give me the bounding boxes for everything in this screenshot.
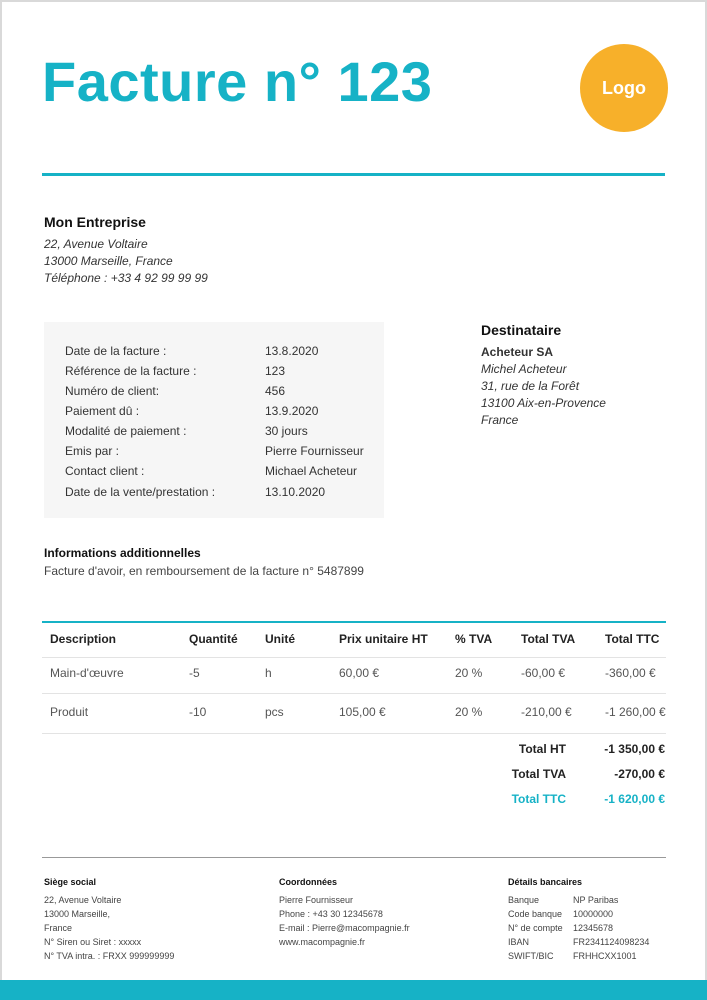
col-header-unit-price: Prix unitaire HT <box>339 632 428 646</box>
recipient-contact: Michel Acheteur <box>481 362 567 376</box>
info-value: 30 jours <box>265 424 308 438</box>
col-header-vat-total: Total TVA <box>521 632 576 646</box>
footer-siege-heading: Siège social <box>44 877 97 887</box>
cell-vat-rate: 20 % <box>455 705 483 719</box>
cell-total-ttc: -1 260,00 € <box>605 705 666 719</box>
bank-label: SWIFT/BIC <box>508 951 554 961</box>
additional-info-heading: Informations additionnelles <box>44 546 201 560</box>
cell-vat-total: -60,00 € <box>521 666 566 680</box>
recipient-block <box>481 322 606 429</box>
col-header-quantity: Quantité <box>189 632 238 646</box>
logo <box>580 44 668 132</box>
info-value: 13.10.2020 <box>265 485 326 499</box>
info-label: Contact client : <box>65 464 145 478</box>
bank-label: N° de compte <box>508 923 563 933</box>
bank-value: FR2341124098234 <box>573 937 650 947</box>
invoice-title: Facture n° 123 <box>42 50 433 113</box>
total-tva-label: Total TVA <box>511 767 566 781</box>
total-ttc-value: -1 620,00 € <box>604 792 665 806</box>
table-divider <box>42 693 666 694</box>
recipient-company: Acheteur SA <box>481 345 554 359</box>
bank-label: IBAN <box>508 937 530 947</box>
bank-value: 12345678 <box>573 923 614 933</box>
col-header-description: Description <box>50 632 117 646</box>
additional-info-text: Facture d'avoir, en remboursement de la facture n° 5487899 <box>44 564 364 578</box>
footer-coordonnees-heading: Coordonnées <box>279 877 338 887</box>
info-value: 123 <box>265 364 286 378</box>
recipient-street: 31, rue de la Forêt <box>481 379 580 393</box>
bottom-accent-bar <box>0 980 707 1000</box>
info-value: Michael Acheteur <box>265 464 358 478</box>
total-ttc-label: Total TTC <box>511 792 566 806</box>
footer-line: France <box>44 923 73 933</box>
table-top-border <box>42 621 666 623</box>
footer-bancaires-heading: Détails bancaires <box>508 877 583 887</box>
footer-line: 22, Avenue Voltaire <box>44 895 122 905</box>
info-value: Pierre Fournisseur <box>265 444 364 458</box>
col-header-vat-rate: % TVA <box>455 632 493 646</box>
logo-label: Logo <box>602 77 646 98</box>
footer-website[interactable]: www.macompagnie.fr <box>279 937 366 947</box>
footer-line: Phone : +43 30 12345678 <box>279 909 383 919</box>
cell-quantity: -10 <box>189 705 207 719</box>
header-divider <box>42 173 665 176</box>
bank-value: FRHHCXX1001 <box>573 951 637 961</box>
seller-address-line1: 22, Avenue Voltaire <box>44 237 148 251</box>
bank-label: Banque <box>508 895 540 905</box>
info-label: Date de la vente/prestation : <box>65 485 216 499</box>
cell-unit-price: 105,00 € <box>339 705 386 719</box>
cell-unit: pcs <box>265 705 284 719</box>
seller-name: Mon Entreprise <box>44 214 146 230</box>
cell-unit-price: 60,00 € <box>339 666 380 680</box>
table-divider <box>42 733 666 734</box>
seller-address-line2: 13000 Marseille, France <box>44 254 173 268</box>
footer-line: Pierre Fournisseur <box>279 895 354 905</box>
info-value: 13.8.2020 <box>265 344 319 358</box>
cell-total-ttc: -360,00 € <box>605 666 656 680</box>
total-ht-value: -1 350,00 € <box>604 742 665 756</box>
info-value: 456 <box>265 384 286 398</box>
info-label: Date de la facture : <box>65 344 167 358</box>
cell-vat-total: -210,00 € <box>521 705 572 719</box>
recipient-country: France <box>481 413 519 427</box>
table-divider <box>42 657 666 658</box>
cell-description: Produit <box>50 705 89 719</box>
bank-value: 10000000 <box>573 909 614 919</box>
col-header-total-ttc: Total TTC <box>605 632 660 646</box>
bank-label: Code banque <box>508 909 563 919</box>
info-label: Numéro de client: <box>65 384 160 398</box>
invoice-info-box <box>44 322 384 518</box>
total-ht-label: Total HT <box>518 742 566 756</box>
cell-unit: h <box>265 666 272 680</box>
recipient-heading: Destinataire <box>481 322 562 338</box>
info-label: Paiement dû : <box>65 404 140 418</box>
seller-phone: Téléphone : +33 4 92 99 99 99 <box>44 271 208 285</box>
footer-line: N° TVA intra. : FRXX 999999999 <box>44 951 175 961</box>
footer-line: 13000 Marseille, <box>44 909 111 919</box>
footer-line: N° Siren ou Siret : xxxxx <box>44 937 142 947</box>
footer-email[interactable]: E-mail : Pierre@macompagnie.fr <box>279 923 410 933</box>
additional-info <box>44 546 364 578</box>
info-label: Modalité de paiement : <box>65 424 187 438</box>
info-value: 13.9.2020 <box>265 404 319 418</box>
cell-description: Main-d'œuvre <box>50 666 124 680</box>
recipient-city: 13100 Aix-en-Provence <box>481 396 606 410</box>
footer-divider <box>42 857 666 858</box>
info-label: Référence de la facture : <box>65 364 197 378</box>
bank-value: NP Paribas <box>573 895 619 905</box>
total-tva-value: -270,00 € <box>614 767 665 781</box>
info-label: Emis par : <box>65 444 120 458</box>
col-header-unit: Unité <box>265 632 295 646</box>
cell-vat-rate: 20 % <box>455 666 483 680</box>
seller-block <box>44 214 208 287</box>
cell-quantity: -5 <box>189 666 200 680</box>
